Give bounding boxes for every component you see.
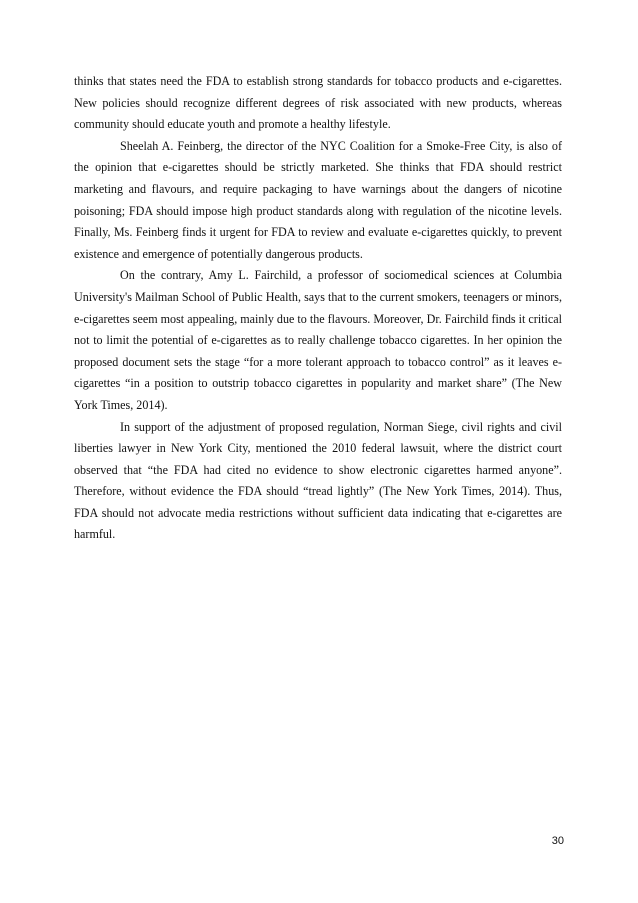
paragraph-siege: In support of the adjustment of proposed regulation, Norman Siege, civil rights and civil liberties lawyer in New York City, mentioned the 2010 federal lawsuit, where the district court observed that “the FDA had cited no evidence to show electronic cigarettes harmed anyone”. Therefore, without evidence the FDA should “tread lightly” (The New York Times, 2014). Thus, FDA should not advocate media restrictions without sufficient data indicating that e-cigarettes are harmful. <box>74 419 562 542</box>
page-number: 30 <box>551 835 564 847</box>
body-text <box>74 71 562 546</box>
paragraph-fairchild: On the contrary, Amy L. Fairchild, a professor of sociomedical sciences at Columbia University's Mailman School of Public Health, says that to the current smokers, teenagers or minors, e-cigarettes seem most appealing, mainly due to the flavours. Moreover, Dr. Fairchild finds it critical not to limit the potential of e-cigarettes as to really challenge tobacco cigarettes. In her opinion the proposed document sets the stage “for a more tolerant approach to tobacco control” as it leaves e-cigarettes “in a position to outstrip tobacco cigarettes in popularity and market share” (The New York Times, 2014). <box>74 268 562 412</box>
paragraph-feinberg: Sheelah A. Feinberg, the director of the NYC Coalition for a Smoke-Free City, is also of the opinion that e-cigarettes should be strictly marketed. She thinks that FDA should restrict marketing and flavours, and require packaging to have warnings about the dangers of nicotine poisoning; FDA should impose high product standards along with regulation of the nicotine levels. Finally, Ms. Feinberg finds it urgent for FDA to review and evaluate e-cigarettes quickly, to prevent existence and emergence of potentially dangerous products. <box>74 138 562 261</box>
paragraph-continuation: thinks that states need the FDA to establish strong standards for tobacco products and e-cigarettes. New policies should recognize different degrees of risk associated with new products, whereas community should educate youth and promote a healthy lifestyle. <box>74 74 562 132</box>
